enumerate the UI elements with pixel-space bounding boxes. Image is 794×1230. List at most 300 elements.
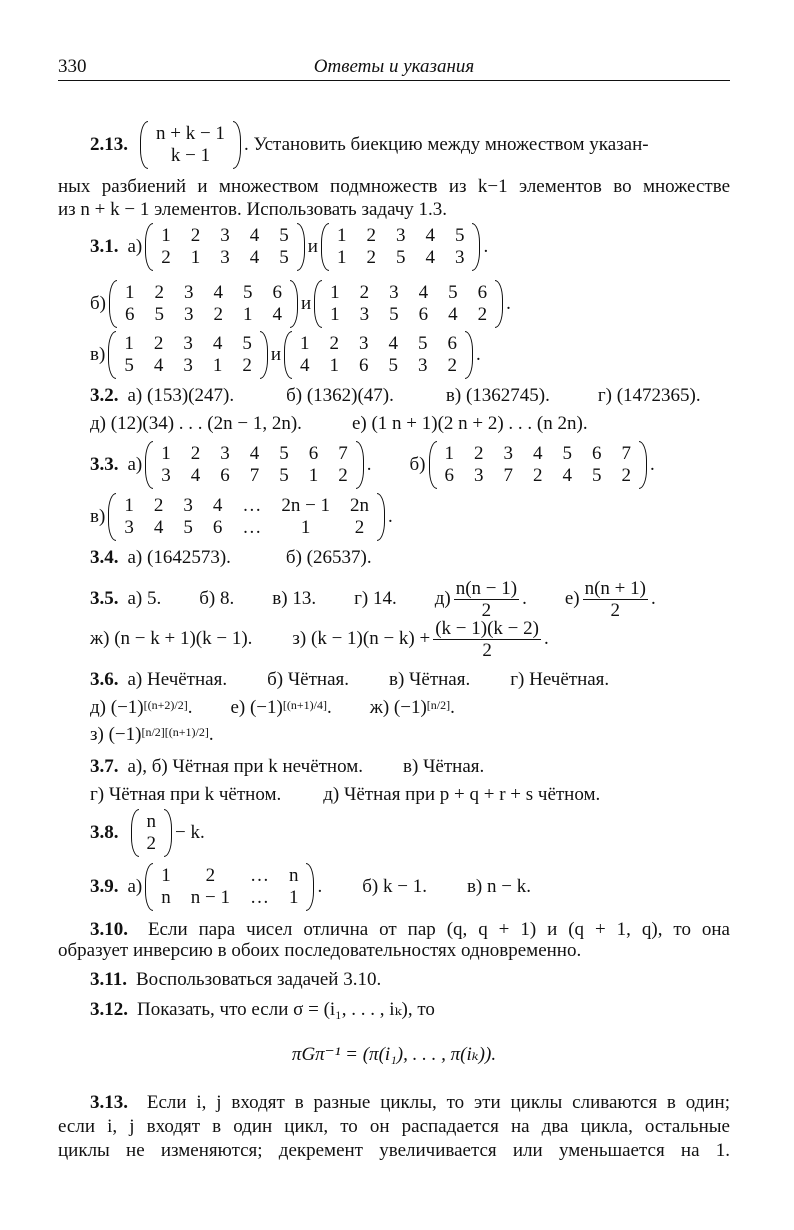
period: . (506, 293, 511, 314)
item: в) 13. (272, 588, 317, 609)
problem-number: 3.10. (90, 919, 128, 940)
matrix-cell: … (249, 865, 269, 886)
matrix-cell: 4 (425, 225, 435, 246)
left-paren (145, 223, 153, 271)
matrix-column (338, 493, 377, 541)
answer-text: циклы не изменяются; декремент увеличивается или уменьшается на 1. (58, 1140, 730, 1161)
period: . (543, 628, 549, 649)
answer-3-3-v (90, 490, 730, 544)
matrix-column (407, 280, 437, 328)
item: ж) (−1) (369, 697, 427, 718)
item: г) 14. (354, 588, 397, 609)
matrix-cell: 2 (153, 495, 164, 516)
problem-number: 3.9. (90, 876, 119, 897)
binomial (131, 809, 173, 857)
matrix-cell: 6 (125, 304, 135, 325)
matrix-column (230, 493, 269, 541)
matrix-column (171, 331, 201, 379)
matrix-column (521, 441, 551, 489)
numerator: (k − 1)(k − 2) (435, 617, 539, 639)
item: в) n − k. (466, 876, 531, 897)
matrix-column (267, 441, 297, 489)
left-paren (145, 863, 153, 911)
period: . (483, 236, 489, 257)
item-label: б) (90, 293, 106, 314)
answer-3-8 (90, 806, 730, 860)
matrix-cell: 2 (338, 465, 348, 486)
matrix-column (208, 223, 238, 271)
answer-3-1-v (90, 328, 730, 382)
matrix-column (153, 223, 179, 271)
answer-text: из n + k − 1 элементов. Использовать задачу 1.3. (58, 199, 448, 220)
matrix-cell: 1 (329, 355, 339, 376)
conjunction: и (307, 236, 318, 257)
matrix-cell: 4 (562, 465, 573, 486)
right-paren (164, 809, 172, 857)
matrix-cell: 5 (454, 225, 465, 246)
item-label: а) (127, 454, 143, 475)
matrix-column (292, 331, 318, 379)
fraction (433, 618, 541, 661)
matrix-column (277, 863, 307, 911)
item: в) Чётная. (389, 669, 471, 690)
permutation-matrix (429, 441, 648, 489)
matrix-column (348, 280, 378, 328)
answer-3-7 (90, 756, 730, 778)
matrix-cell: 3 (503, 443, 514, 464)
matrix-cell: 5 (243, 282, 253, 303)
matrix-cell: 4 (213, 282, 223, 303)
matrix-cell: 2 (190, 443, 201, 464)
matrix-cell: 2n − 1 (281, 495, 331, 516)
matrix-cell: 4 (212, 495, 223, 516)
answer-3-12 (90, 999, 730, 1021)
left-paren (108, 493, 116, 541)
item-label: в) (90, 506, 106, 527)
matrix-column (172, 280, 202, 328)
matrix-cell: 2 (366, 225, 376, 246)
exponent: [(n+2)/2] (143, 698, 188, 712)
matrix-column (297, 441, 327, 489)
matrix-column (142, 493, 172, 541)
answer-text: Показать, что если σ = (i₁, . . . , iₖ), то (137, 999, 435, 1020)
page-number: 330 (58, 56, 87, 77)
matrix-cell: 1 (444, 443, 455, 464)
numerator: n(n − 1) (455, 577, 518, 599)
right-paren (290, 280, 298, 328)
matrix-cell: 4 (418, 282, 429, 303)
matrix-column (143, 280, 173, 328)
matrix-cell: 5 (279, 247, 289, 268)
matrix-cell: 7 (503, 465, 514, 486)
answer-3-11 (90, 969, 730, 991)
binomial (140, 121, 241, 169)
answer-2-13 (90, 118, 730, 172)
answer-text: Воспользоваться задачей 3.10. (135, 969, 382, 990)
matrix-cell: 5 (242, 333, 252, 354)
matrix-cell: 3 (358, 333, 369, 354)
item: − k. (175, 822, 205, 843)
item: в) (1362745). (445, 385, 550, 406)
matrix-column (435, 331, 465, 379)
problem-number: 3.4. (90, 547, 119, 568)
problem-number: 3.13. (90, 1092, 128, 1113)
period: . (475, 344, 481, 365)
matrix-cell: 2 (205, 865, 216, 886)
left-paren (108, 331, 116, 379)
matrix-column (230, 331, 260, 379)
matrix-column (437, 441, 463, 489)
permutation-matrix (314, 280, 503, 328)
right-paren (233, 121, 241, 169)
matrix-column (436, 280, 466, 328)
item-label: в) (90, 344, 106, 365)
matrix-cell: 5 (417, 333, 428, 354)
item: а) (1642573). (127, 547, 231, 568)
answer-3-2 (90, 385, 730, 407)
period: . (650, 454, 655, 475)
matrix-column (551, 441, 581, 489)
conjunction: и (270, 344, 281, 365)
denominator: 2 (482, 639, 492, 661)
matrix-column (377, 280, 407, 328)
matrix-cell: 1 (288, 887, 299, 908)
matrix-column (261, 280, 291, 328)
matrix-cell: 3 (183, 355, 193, 376)
answer-text: . Установить биекцию между множеством указан- (243, 134, 649, 155)
problem-number: 3.3. (90, 454, 119, 475)
matrix-cell: 2 (153, 333, 164, 354)
matrix-cell: 4 (153, 355, 164, 376)
conjunction: и (301, 293, 312, 314)
matrix-cell: 6 (447, 333, 457, 354)
answer-3-9 (90, 860, 730, 914)
matrix-cell: 5 (279, 225, 289, 246)
matrix-cell: 5 (124, 355, 134, 376)
matrix-cell: 6 (444, 465, 455, 486)
item: б) 8. (199, 588, 235, 609)
matrix-column (142, 331, 172, 379)
matrix-cell: 5 (592, 465, 602, 486)
item: б) Чётная. (267, 669, 349, 690)
matrix-cell: 3 (184, 304, 194, 325)
item: д) (12)(34) . . . (2n − 1, 2n). (90, 413, 302, 434)
matrix-cell: 6 (358, 355, 369, 376)
matrix-cell: 4 (190, 465, 201, 486)
answer-3-1-a (90, 220, 730, 274)
matrix-column (238, 863, 277, 911)
problem-number: 3.12. (90, 999, 128, 1020)
item: б) (1362)(47). (286, 385, 394, 406)
matrix-cell: n + k − 1 (156, 123, 225, 144)
answer-text: ных разбиений и множеством подмножеств из k−1 элементов во множестве (58, 176, 730, 197)
matrix-column (317, 331, 347, 379)
answer-3-10 (90, 919, 730, 941)
permutation-matrix (109, 280, 298, 328)
answer-3-5-cont (90, 612, 730, 666)
item: а) 5. (127, 588, 162, 609)
matrix-cell: 2 (474, 443, 484, 464)
matrix-column (413, 223, 443, 271)
matrix-column (171, 493, 201, 541)
answer-text: образует инверсию в обоих последовательностях одновременно. (58, 940, 582, 961)
matrix-cell: 3 (220, 225, 230, 246)
item: д) (−1) (90, 697, 144, 718)
problem-number: 3.1. (90, 236, 119, 257)
matrix-column (329, 223, 355, 271)
matrix-column (269, 493, 338, 541)
matrix-cell: 2 (190, 225, 201, 246)
matrix-cell: 1 (125, 282, 135, 303)
permutation-matrix (145, 223, 305, 271)
item-label: е) (564, 588, 580, 609)
matrix-cell: 6 (592, 443, 602, 464)
matrix-cell: 3 (183, 333, 193, 354)
matrix-column (116, 331, 142, 379)
matrix-cell: 2 (329, 333, 339, 354)
matrix-cell: 4 (249, 247, 260, 268)
matrix-cell: 7 (621, 443, 632, 464)
matrix-cell: 5 (388, 355, 398, 376)
answer-3-6-cont (90, 697, 730, 719)
permutation-matrix (145, 441, 364, 489)
matrix-column (153, 441, 179, 489)
left-paren (145, 441, 153, 489)
matrix-column (116, 493, 142, 541)
matrix-cell: 1 (124, 333, 134, 354)
matrix-cell: k − 1 (170, 145, 211, 166)
matrix-cell: 6 (220, 465, 230, 486)
problem-number: 3.7. (90, 756, 119, 777)
problem-number: 3.11. (90, 969, 127, 990)
matrix-column (231, 280, 261, 328)
matrix-cell: 6 (418, 304, 429, 325)
period: . (450, 697, 455, 718)
right-paren (639, 441, 647, 489)
matrix-column (179, 441, 209, 489)
matrix-cell: 3 (220, 443, 230, 464)
matrix-column (179, 223, 209, 271)
item-label: д) (434, 588, 451, 609)
matrix-cell: 1 (299, 333, 310, 354)
right-paren (356, 441, 364, 489)
answer-text: если i, j входят в один цикл, то он распадается на два цикла, остальные (58, 1116, 730, 1137)
period: . (522, 588, 527, 609)
matrix-cell: 1 (330, 304, 340, 325)
matrix-cell: 5 (154, 304, 164, 325)
item: а) Нечётная. (127, 669, 228, 690)
problem-number: 3.2. (90, 385, 119, 406)
item: з) (k − 1)(n − k) + (292, 628, 431, 649)
matrix-column (179, 863, 238, 911)
matrix-column (208, 441, 238, 489)
matrix-cell: 4 (272, 304, 282, 325)
header-rule (58, 80, 730, 81)
matrix-cell: 1 (212, 355, 223, 376)
matrix-cell: 3 (161, 465, 171, 486)
exponent: [n/2] (426, 698, 451, 712)
matrix-column (139, 809, 165, 857)
left-paren (429, 441, 437, 489)
matrix-cell: 5 (389, 304, 399, 325)
matrix-cell: 5 (395, 247, 406, 268)
item: а) (153)(247). (127, 385, 235, 406)
left-paren (314, 280, 322, 328)
display-formula (58, 1044, 730, 1066)
item-label: а) (127, 876, 143, 897)
matrix-cell: n − 1 (190, 887, 230, 908)
matrix-column (466, 280, 496, 328)
permutation-matrix (108, 493, 385, 541)
matrix-cell: 3 (183, 495, 193, 516)
permutation-matrix (145, 863, 314, 911)
item-label: а) (127, 236, 143, 257)
matrix-column (201, 331, 231, 379)
matrix-cell: 2 (366, 247, 376, 268)
item: ж) (n − k + 1)(k − 1). (90, 628, 253, 649)
matrix-cell: 6 (477, 282, 488, 303)
matrix-column (580, 441, 610, 489)
matrix-cell: 3 (454, 247, 465, 268)
numerator: n(n + 1) (584, 577, 646, 599)
answer-text: Если пара чисел отлична от пар (q, q + 1) и (q + 1, q), то она (147, 919, 730, 940)
left-paren (109, 280, 117, 328)
period: . (326, 697, 332, 718)
matrix-cell: 1 (161, 225, 171, 246)
matrix-cell: 4 (153, 517, 164, 538)
matrix-cell: 1 (161, 865, 171, 886)
matrix-cell: 2 (477, 304, 488, 325)
matrix-cell: 7 (338, 443, 348, 464)
matrix-cell: 1 (300, 517, 311, 538)
matrix-column (347, 331, 377, 379)
right-paren (495, 280, 503, 328)
matrix-column (384, 223, 414, 271)
matrix-cell: 4 (425, 247, 435, 268)
matrix-column (322, 280, 348, 328)
header-title: Ответы и указания (313, 56, 475, 77)
answer-3-3 (90, 438, 730, 492)
right-paren (472, 223, 480, 271)
matrix-column (354, 223, 384, 271)
right-paren (306, 863, 314, 911)
matrix-column (406, 331, 436, 379)
matrix-cell: n (161, 887, 171, 908)
matrix-column (610, 441, 640, 489)
matrix-cell: 7 (249, 465, 260, 486)
matrix-cell: … (242, 517, 262, 538)
matrix-cell: 4 (212, 333, 223, 354)
matrix-cell: 4 (299, 355, 310, 376)
matrix-cell: 3 (389, 282, 399, 303)
right-paren (297, 223, 305, 271)
matrix-cell: 4 (388, 333, 398, 354)
matrix-cell: 1 (308, 465, 319, 486)
item: е) (−1) (230, 697, 283, 718)
problem-number: 3.8. (90, 822, 119, 843)
matrix-column (238, 223, 268, 271)
matrix-cell: 6 (212, 517, 223, 538)
matrix-cell: 4 (533, 443, 543, 464)
matrix-cell: 6 (308, 443, 319, 464)
matrix-cell: 1 (124, 495, 134, 516)
item: б) (26537). (285, 547, 372, 568)
matrix-cell: 2 (161, 247, 171, 268)
matrix-cell: 1 (190, 247, 201, 268)
matrix-column (462, 441, 492, 489)
answer-3-6-z (90, 724, 730, 746)
matrix-cell: n (288, 865, 299, 886)
matrix-cell: 4 (249, 443, 260, 464)
answer-3-7-cont (90, 784, 730, 806)
matrix-column (267, 223, 297, 271)
right-paren (465, 331, 473, 379)
permutation-matrix (108, 331, 268, 379)
item: г) Нечётная. (510, 669, 610, 690)
matrix-cell: 3 (359, 304, 370, 325)
formula: πGπ⁻¹ = (π(i₁), . . . , π(iₖ)). (291, 1044, 497, 1065)
matrix-cell: 2 (354, 517, 365, 538)
matrix-cell: n (146, 811, 156, 832)
left-paren (284, 331, 292, 379)
matrix-column (148, 121, 233, 169)
denominator: 2 (610, 599, 621, 621)
matrix-cell: 2 (154, 282, 164, 303)
answer-text: Если i, j входят в разные циклы, то эти циклы сливаются в один; (146, 1092, 730, 1113)
period: . (208, 724, 214, 745)
matrix-cell: 5 (279, 443, 289, 464)
matrix-column (492, 441, 522, 489)
matrix-cell: … (242, 495, 262, 516)
item: д) Чётная при p + q + r + s чётном. (323, 784, 601, 805)
answer-3-4 (90, 547, 730, 569)
matrix-cell: 4 (249, 225, 260, 246)
left-paren (140, 121, 148, 169)
problem-number: 2.13. (90, 134, 128, 155)
matrix-cell: 1 (336, 247, 347, 268)
matrix-cell: 3 (220, 247, 230, 268)
matrix-cell: 3 (395, 225, 406, 246)
left-paren (321, 223, 329, 271)
item: г) (1472365). (597, 385, 701, 406)
item-label: б) (409, 454, 426, 475)
matrix-cell: 1 (243, 304, 253, 325)
matrix-cell: 2n (350, 495, 370, 516)
item: а), б) Чётная при k нечётном. (127, 756, 364, 777)
period: . (366, 454, 372, 475)
item: г) Чётная при k чётном. (90, 784, 282, 805)
matrix-cell: 2 (213, 304, 223, 325)
matrix-column (117, 280, 143, 328)
answer-3-13 (90, 1092, 730, 1114)
denominator: 2 (481, 599, 492, 621)
matrix-cell: 1 (161, 443, 171, 464)
answer-3-1-b (90, 277, 730, 331)
permutation-matrix (284, 331, 473, 379)
period: . (650, 588, 656, 609)
matrix-cell: 2 (359, 282, 370, 303)
matrix-cell: 5 (448, 282, 458, 303)
matrix-cell: 2 (146, 833, 156, 854)
period: . (187, 697, 193, 718)
left-paren (131, 809, 139, 857)
matrix-cell: 5 (183, 517, 193, 538)
matrix-column (326, 441, 356, 489)
matrix-cell: 5 (279, 465, 289, 486)
matrix-cell: … (249, 887, 269, 908)
matrix-cell: 1 (336, 225, 347, 246)
matrix-cell: 3 (417, 355, 428, 376)
